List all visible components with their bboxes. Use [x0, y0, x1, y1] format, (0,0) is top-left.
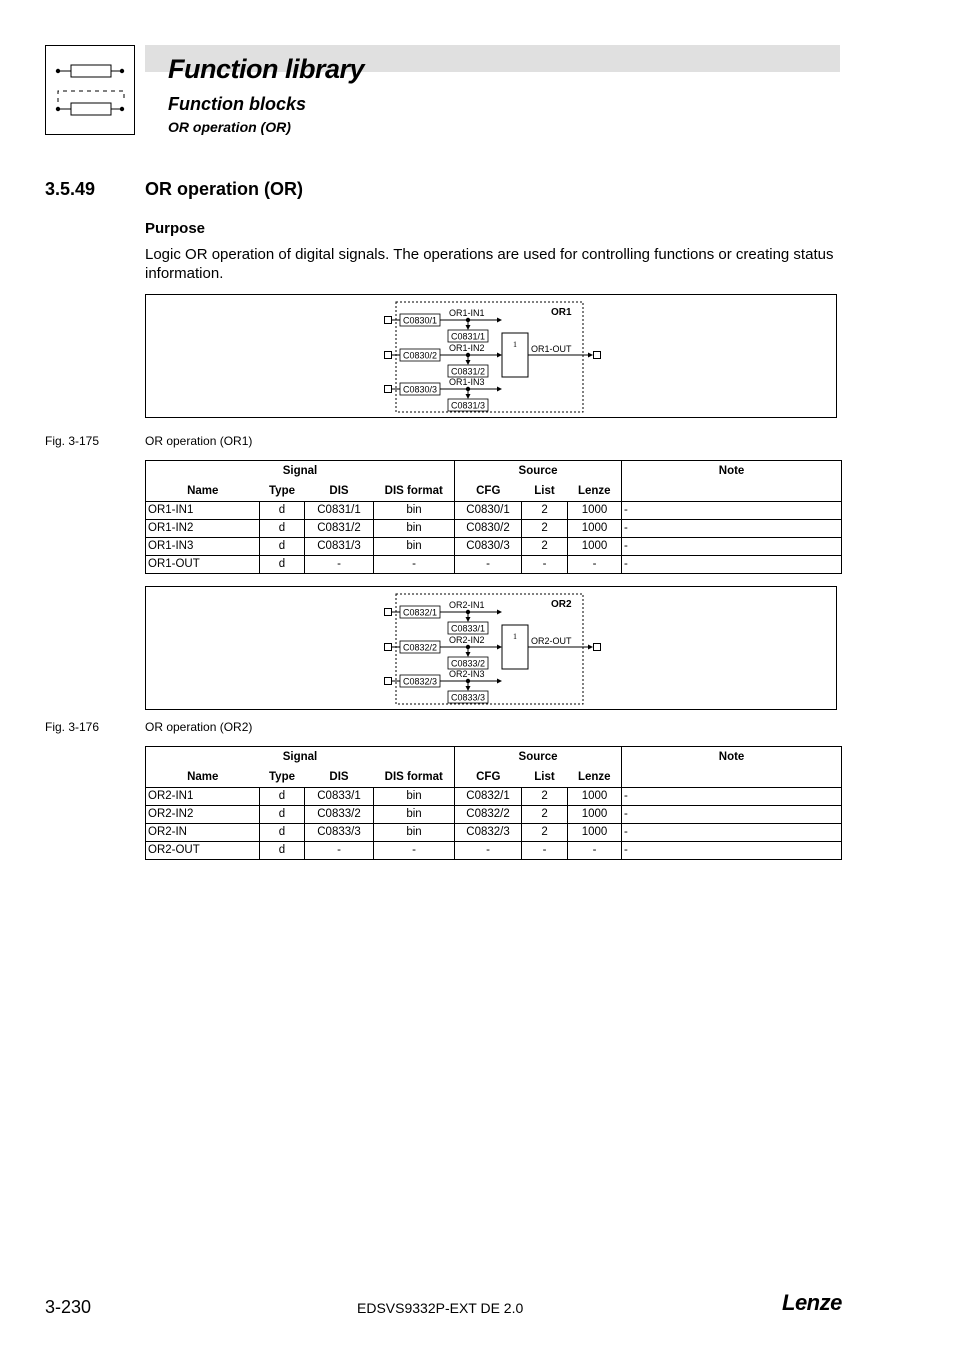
dis-code: C0833/2 — [450, 658, 486, 669]
row-type: d — [260, 824, 305, 842]
input-terminal — [385, 386, 392, 393]
arrow-head — [466, 617, 471, 622]
row-list: 2 — [522, 824, 568, 842]
table-row — [146, 788, 842, 806]
row-lenze: 1000 — [568, 788, 622, 806]
row-dis: C0833/1 — [305, 788, 374, 806]
dis-code: C0831/3 — [450, 400, 486, 411]
cfg-code: C0832/2 — [402, 642, 438, 653]
row-cfg: - — [455, 842, 522, 860]
arrow-head — [466, 394, 471, 399]
input-label: OR1-IN3 — [449, 377, 485, 387]
figure-caption: OR operation (OR1) — [145, 434, 253, 448]
row-lenze: - — [568, 842, 622, 860]
input-terminal — [385, 352, 392, 359]
lenze-logo: Lenze — [782, 1290, 842, 1315]
row-note: - — [622, 806, 842, 824]
output-terminal — [594, 352, 601, 359]
page-subtitle: Function blocks — [168, 94, 307, 114]
row-dis-format: - — [374, 556, 455, 574]
row-name: OR2-IN1 — [146, 788, 260, 806]
header-name: Name — [146, 767, 260, 788]
figure-or2 — [145, 586, 837, 710]
row-name: OR1-IN2 — [146, 520, 260, 538]
row-dis-format: bin — [374, 538, 455, 556]
row-name: OR2-IN2 — [146, 806, 260, 824]
header-source: Source — [455, 747, 622, 768]
table-row — [146, 502, 842, 520]
header-list: List — [522, 767, 568, 788]
header-cfg: CFG — [455, 767, 522, 788]
row-name: OR1-OUT — [146, 556, 260, 574]
dis-code: C0831/2 — [450, 366, 486, 377]
row-cfg: C0830/3 — [455, 538, 522, 556]
cfg-code: C0832/3 — [402, 676, 438, 687]
row-lenze: 1000 — [568, 520, 622, 538]
header-cfg: CFG — [455, 481, 522, 502]
arrow-head — [466, 360, 471, 365]
input-terminal — [385, 317, 392, 324]
row-dis: C0833/2 — [305, 806, 374, 824]
row-name: OR1-IN3 — [146, 538, 260, 556]
table-row — [146, 806, 842, 824]
input-terminal — [385, 609, 392, 616]
row-note: - — [622, 520, 842, 538]
row-type: d — [260, 538, 305, 556]
row-note: - — [622, 824, 842, 842]
dis-code: C0833/3 — [450, 692, 486, 703]
block-name: OR2 — [551, 599, 572, 610]
row-list: 2 — [522, 788, 568, 806]
row-dis-format: - — [374, 842, 455, 860]
row-lenze: 1000 — [568, 502, 622, 520]
table-row — [146, 520, 842, 538]
row-type: d — [260, 788, 305, 806]
row-cfg: C0832/2 — [455, 806, 522, 824]
cfg-code: C0832/1 — [402, 607, 438, 618]
row-cfg: - — [455, 556, 522, 574]
row-dis-format: bin — [374, 788, 455, 806]
header-signal: Signal — [146, 461, 455, 482]
figure-or1 — [145, 294, 837, 418]
row-note: - — [622, 538, 842, 556]
header-type: Type — [260, 481, 305, 502]
or1-block-diagram — [146, 295, 838, 419]
row-list: - — [522, 556, 568, 574]
row-type: d — [260, 502, 305, 520]
block-name: OR1 — [551, 307, 572, 318]
row-cfg: C0830/2 — [455, 520, 522, 538]
page-subsubtitle: OR operation (OR) — [168, 119, 291, 135]
function-library-logo — [45, 45, 135, 135]
row-type: d — [260, 842, 305, 860]
figure-number: Fig. 3-176 — [45, 720, 100, 734]
cfg-code: C0830/2 — [402, 350, 438, 361]
arrow-head — [497, 645, 502, 650]
arrow-head — [588, 353, 593, 358]
arrow-head — [497, 610, 502, 615]
row-name: OR2-IN — [146, 824, 260, 842]
row-name: OR2-OUT — [146, 842, 260, 860]
row-list: 2 — [522, 538, 568, 556]
output-label: OR1-OUT — [531, 344, 572, 354]
row-dis-format: bin — [374, 824, 455, 842]
row-note: - — [622, 788, 842, 806]
or2-block-diagram — [146, 587, 838, 711]
document-id: EDSVS9332P-EXT DE 2.0 — [357, 1300, 524, 1316]
row-list: 2 — [522, 502, 568, 520]
row-cfg: C0832/3 — [455, 824, 522, 842]
row-dis: C0831/1 — [305, 502, 374, 520]
header-type: Type — [260, 767, 305, 788]
header-dis: DIS — [305, 767, 374, 788]
row-dis: - — [305, 842, 374, 860]
section-title: OR operation (OR) — [145, 179, 303, 199]
row-lenze: 1000 — [568, 806, 622, 824]
row-cfg: C0830/1 — [455, 502, 522, 520]
row-dis: C0831/3 — [305, 538, 374, 556]
input-label: OR2-IN1 — [449, 600, 485, 610]
page-number: 3-230 — [45, 1297, 92, 1317]
header-note: Note — [622, 461, 842, 482]
table-row — [146, 824, 842, 842]
row-note: - — [622, 842, 842, 860]
table-row — [146, 842, 842, 860]
cfg-code: C0830/1 — [402, 315, 438, 326]
header-note: Note — [622, 747, 842, 768]
row-dis: C0833/3 — [305, 824, 374, 842]
header-signal: Signal — [146, 747, 455, 768]
row-dis-format: bin — [374, 520, 455, 538]
row-dis-format: bin — [374, 502, 455, 520]
row-list: 2 — [522, 520, 568, 538]
header-dis: DIS — [305, 481, 374, 502]
input-label: OR1-IN2 — [449, 343, 485, 353]
section-number: 3.5.49 — [45, 179, 96, 199]
cfg-code: C0830/3 — [402, 384, 438, 395]
row-list: 2 — [522, 806, 568, 824]
header-source: Source — [455, 461, 622, 482]
table-row — [146, 538, 842, 556]
output-terminal — [594, 644, 601, 651]
arrow-head — [588, 645, 593, 650]
header-dis-format: DIS format — [374, 767, 455, 788]
arrow-head — [497, 318, 502, 323]
arrow-head — [466, 686, 471, 691]
header-dis-format: DIS format — [374, 481, 455, 502]
arrow-head — [466, 652, 471, 657]
or-gate-symbol: 1 — [513, 340, 517, 349]
row-dis: C0831/2 — [305, 520, 374, 538]
arrow-head — [497, 387, 502, 392]
purpose-text: Logic OR operation of digital signals. The operations are used for controlling functions or creating status information. — [145, 246, 834, 282]
row-cfg: C0832/1 — [455, 788, 522, 806]
row-type: d — [260, 556, 305, 574]
signal-table-or2 — [145, 746, 842, 860]
input-label: OR2-IN2 — [449, 635, 485, 645]
row-note: - — [622, 556, 842, 574]
function-block-icon — [46, 46, 134, 134]
row-lenze: - — [568, 556, 622, 574]
arrow-head — [497, 353, 502, 358]
input-terminal — [385, 678, 392, 685]
row-name: OR1-IN1 — [146, 502, 260, 520]
arrow-head — [466, 325, 471, 330]
purpose-heading: Purpose — [145, 220, 206, 237]
row-note: - — [622, 502, 842, 520]
figure-caption: OR operation (OR2) — [145, 720, 253, 734]
input-label: OR2-IN3 — [449, 669, 485, 679]
input-label: OR1-IN1 — [449, 308, 485, 318]
header-lenze: Lenze — [568, 481, 622, 502]
row-dis: - — [305, 556, 374, 574]
dis-code: C0833/1 — [450, 623, 486, 634]
signal-table-or1 — [145, 460, 842, 574]
output-label: OR2-OUT — [531, 636, 572, 646]
row-lenze: 1000 — [568, 538, 622, 556]
row-list: - — [522, 842, 568, 860]
figure-number: Fig. 3-175 — [45, 434, 100, 448]
header-list: List — [522, 481, 568, 502]
input-terminal — [385, 644, 392, 651]
header-lenze: Lenze — [568, 767, 622, 788]
arrow-head — [497, 679, 502, 684]
header-name: Name — [146, 481, 260, 502]
table-row — [146, 556, 842, 574]
page-title: Function library — [168, 54, 365, 84]
row-lenze: 1000 — [568, 824, 622, 842]
dis-code: C0831/1 — [450, 331, 486, 342]
row-type: d — [260, 806, 305, 824]
row-type: d — [260, 520, 305, 538]
row-dis-format: bin — [374, 806, 455, 824]
or-gate-symbol: 1 — [513, 632, 517, 641]
